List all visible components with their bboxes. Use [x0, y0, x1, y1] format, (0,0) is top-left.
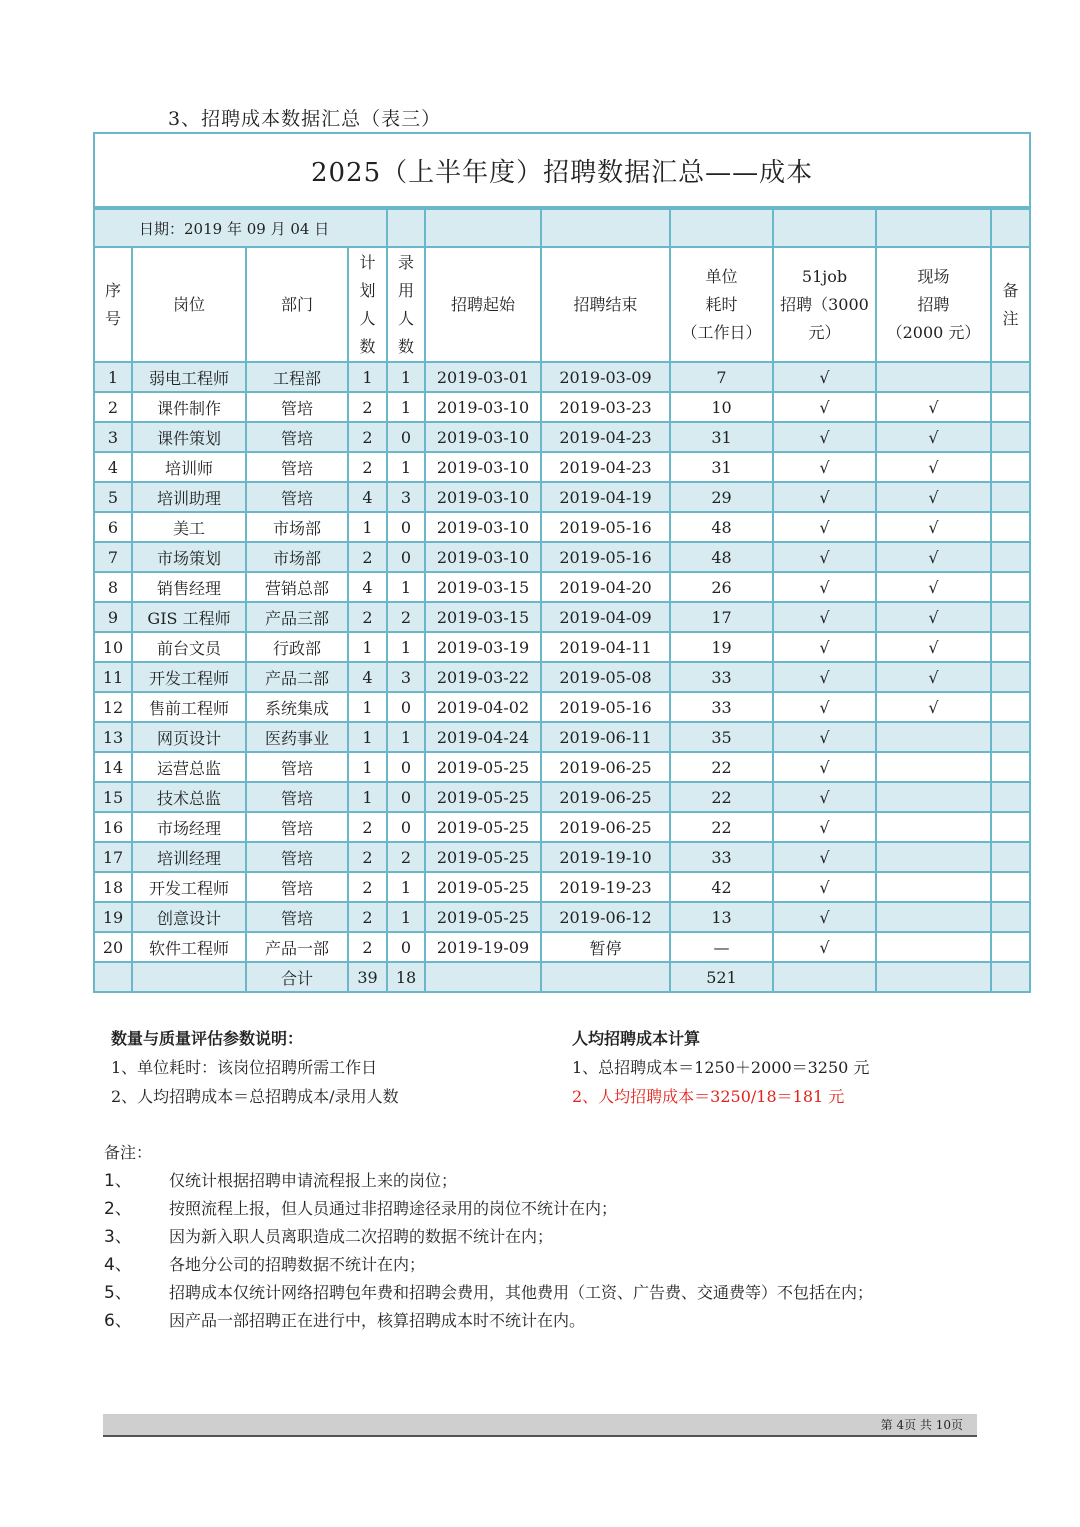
table-row — [94, 782, 1030, 812]
cell-onsite — [876, 722, 991, 752]
cell-start: 2019-03-10 — [425, 512, 541, 542]
cell-end: 2019-06-11 — [541, 722, 670, 752]
cell-end: 2019-05-16 — [541, 512, 670, 542]
cell-hired: 0 — [387, 692, 425, 722]
table-row — [94, 452, 1030, 482]
total-row — [94, 962, 1030, 992]
total-cost-line: 1、总招聘成本＝1250＋2000＝3250 元 — [572, 1058, 870, 1077]
cell-position: 美工 — [132, 512, 246, 542]
cell-remark — [991, 902, 1030, 932]
cell-dept: 管培 — [246, 902, 348, 932]
cell-plan: 2 — [348, 902, 387, 932]
table-row — [94, 932, 1030, 962]
cell-dept: 产品三部 — [246, 602, 348, 632]
cell-onsite: √ — [876, 632, 991, 662]
cell-no: 2 — [94, 392, 132, 422]
table-row — [94, 752, 1030, 782]
cell-plan: 2 — [348, 392, 387, 422]
cell-days: 35 — [670, 722, 773, 752]
cell-start: 2019-05-25 — [425, 902, 541, 932]
header-dept: 部门 — [246, 247, 348, 362]
total-days: 521 — [670, 962, 773, 992]
cell-days: 26 — [670, 572, 773, 602]
cell-days: 33 — [670, 692, 773, 722]
cell-51job: √ — [773, 842, 876, 872]
cell-dept: 营销总部 — [246, 572, 348, 602]
cell-remark — [991, 932, 1030, 962]
header-seq: 序 号 — [94, 247, 132, 362]
cell-hired: 1 — [387, 902, 425, 932]
cell-no: 12 — [94, 692, 132, 722]
cell-start: 2019-05-25 — [425, 842, 541, 872]
cell-remark — [991, 422, 1030, 452]
cell-onsite — [876, 842, 991, 872]
cell-no: 11 — [94, 662, 132, 692]
cell-hired: 2 — [387, 602, 425, 632]
cell-start: 2019-03-01 — [425, 362, 541, 392]
cell-end: 2019-06-25 — [541, 752, 670, 782]
cell-remark — [991, 842, 1030, 872]
cell-51job: √ — [773, 632, 876, 662]
cell-plan: 4 — [348, 662, 387, 692]
cell-51job: √ — [773, 422, 876, 452]
cell-position: 软件工程师 — [132, 932, 246, 962]
cell-no: 13 — [94, 722, 132, 752]
table-row — [94, 542, 1030, 572]
remark-item: 5、 招聘成本仅统计网络招聘包年费和招聘会费用，其他费用（工资、广告费、交通费等）不包括在内； — [104, 1283, 874, 1303]
cell-no: 3 — [94, 422, 132, 452]
cell-onsite: √ — [876, 692, 991, 722]
cell-hired: 0 — [387, 512, 425, 542]
cell-start: 2019-05-25 — [425, 752, 541, 782]
cell-dept: 市场部 — [246, 512, 348, 542]
cell-no: 6 — [94, 512, 132, 542]
cell-no: 20 — [94, 932, 132, 962]
table-row — [94, 842, 1030, 872]
cell-position: GIS 工程师 — [132, 602, 246, 632]
cell-no: 19 — [94, 902, 132, 932]
header-remark: 备 注 — [991, 247, 1030, 362]
table-row — [94, 812, 1030, 842]
cell-onsite: √ — [876, 602, 991, 632]
cell-end: 2019-04-23 — [541, 422, 670, 452]
cell-start: 2019-03-10 — [425, 482, 541, 512]
cell-hired: 2 — [387, 842, 425, 872]
cell-remark — [991, 452, 1030, 482]
cell-remark — [991, 722, 1030, 752]
cell-no: 4 — [94, 452, 132, 482]
header-hired: 录 用 人 数 — [387, 247, 425, 362]
cell-position: 培训师 — [132, 452, 246, 482]
table-row — [94, 902, 1030, 932]
cell-end: 2019-03-23 — [541, 392, 670, 422]
cost-calculation-title: 人均招聘成本计算 — [572, 1029, 701, 1048]
table-body — [94, 362, 1030, 962]
cell-position: 售前工程师 — [132, 692, 246, 722]
cell-onsite: √ — [876, 572, 991, 602]
cell-plan: 1 — [348, 692, 387, 722]
cell-51job: √ — [773, 512, 876, 542]
remarks-title: 备注： — [104, 1143, 153, 1162]
cell-no: 17 — [94, 842, 132, 872]
parameter-notes — [111, 1024, 399, 1111]
cell-plan: 2 — [348, 932, 387, 962]
cell-dept: 管培 — [246, 842, 348, 872]
cell-position: 运营总监 — [132, 752, 246, 782]
cell-remark — [991, 632, 1030, 662]
cell-hired: 0 — [387, 812, 425, 842]
cell-onsite: √ — [876, 392, 991, 422]
cell-start: 2019-04-24 — [425, 722, 541, 752]
cell-start: 2019-03-10 — [425, 452, 541, 482]
cell-51job: √ — [773, 662, 876, 692]
cell-51job: √ — [773, 482, 876, 512]
header-end: 招聘结束 — [541, 247, 670, 362]
cell-plan: 1 — [348, 362, 387, 392]
table-row — [94, 512, 1030, 542]
cell-position: 培训助理 — [132, 482, 246, 512]
cell-hired: 0 — [387, 422, 425, 452]
cell-days: 19 — [670, 632, 773, 662]
cell-51job: √ — [773, 752, 876, 782]
cell-start: 2019-05-25 — [425, 812, 541, 842]
cell-remark — [991, 782, 1030, 812]
cell-dept: 管培 — [246, 752, 348, 782]
cell-dept: 产品一部 — [246, 932, 348, 962]
cell-onsite — [876, 812, 991, 842]
remark-item: 1、 仅统计根据招聘申请流程报上来的岗位； — [104, 1171, 458, 1191]
cell-onsite: √ — [876, 422, 991, 452]
cell-position: 网页设计 — [132, 722, 246, 752]
cell-end: 2019-19-10 — [541, 842, 670, 872]
table-date: 日期：2019 年 09 月 04 日 — [94, 208, 387, 247]
cell-position: 培训经理 — [132, 842, 246, 872]
cell-plan: 2 — [348, 872, 387, 902]
cell-hired: 1 — [387, 872, 425, 902]
cell-days: 17 — [670, 602, 773, 632]
cell-end: 2019-05-08 — [541, 662, 670, 692]
cell-dept: 管培 — [246, 452, 348, 482]
cell-days: 29 — [670, 482, 773, 512]
cell-plan: 4 — [348, 572, 387, 602]
remarks-section — [104, 1138, 984, 1335]
cell-start: 2019-04-02 — [425, 692, 541, 722]
page-footer — [103, 1414, 977, 1437]
header-onsite: 现场 招聘 （2000 元） — [876, 247, 991, 362]
cell-days: 31 — [670, 422, 773, 452]
cell-51job: √ — [773, 392, 876, 422]
cell-51job: √ — [773, 782, 876, 812]
cell-position: 开发工程师 — [132, 662, 246, 692]
cell-position: 技术总监 — [132, 782, 246, 812]
cell-hired: 1 — [387, 722, 425, 752]
cell-dept: 管培 — [246, 422, 348, 452]
cell-remark — [991, 362, 1030, 392]
cell-start: 2019-03-15 — [425, 572, 541, 602]
cell-position: 市场策划 — [132, 542, 246, 572]
cell-51job: √ — [773, 602, 876, 632]
cell-plan: 2 — [348, 422, 387, 452]
cell-position: 课件策划 — [132, 422, 246, 452]
remark-item: 2、 按照流程上报，但人员通过非招聘途径录用的岗位不统计在内； — [104, 1199, 618, 1219]
table-row — [94, 632, 1030, 662]
cell-days: — — [670, 932, 773, 962]
cell-end: 2019-04-23 — [541, 452, 670, 482]
cell-hired: 1 — [387, 392, 425, 422]
table-header-row — [94, 247, 1030, 362]
cell-start: 2019-03-10 — [425, 542, 541, 572]
cell-hired: 0 — [387, 782, 425, 812]
cell-plan: 2 — [348, 602, 387, 632]
table-title: 2025（上半年度）招聘数据汇总——成本 — [94, 133, 1030, 208]
cell-no: 1 — [94, 362, 132, 392]
cell-end: 2019-05-16 — [541, 692, 670, 722]
cell-days: 48 — [670, 542, 773, 572]
cell-days: 42 — [670, 872, 773, 902]
cell-plan: 2 — [348, 542, 387, 572]
cell-position: 课件制作 — [132, 392, 246, 422]
cell-51job: √ — [773, 692, 876, 722]
cell-hired: 1 — [387, 362, 425, 392]
total-hired: 18 — [387, 962, 425, 992]
cell-51job: √ — [773, 572, 876, 602]
section-title: 3、招聘成本数据汇总（表三） — [168, 108, 442, 130]
cell-dept: 工程部 — [246, 362, 348, 392]
cell-dept: 系统集成 — [246, 692, 348, 722]
cell-days: 22 — [670, 782, 773, 812]
cell-plan: 2 — [348, 812, 387, 842]
table-row — [94, 662, 1030, 692]
cell-dept: 产品二部 — [246, 662, 348, 692]
recruitment-cost-table — [93, 132, 1031, 993]
header-51job: 51job 招聘（3000 元） — [773, 247, 876, 362]
parameter-notes-title: 数量与质量评估参数说明： — [111, 1029, 304, 1048]
cell-remark — [991, 392, 1030, 422]
cell-onsite: √ — [876, 662, 991, 692]
cell-dept: 管培 — [246, 812, 348, 842]
cell-plan: 4 — [348, 482, 387, 512]
cell-position: 前台文员 — [132, 632, 246, 662]
header-position: 岗位 — [132, 247, 246, 362]
cell-dept: 管培 — [246, 392, 348, 422]
cell-onsite: √ — [876, 452, 991, 482]
cell-51job: √ — [773, 452, 876, 482]
cell-hired: 1 — [387, 452, 425, 482]
table-row — [94, 572, 1030, 602]
cell-position: 弱电工程师 — [132, 362, 246, 392]
cell-onsite — [876, 782, 991, 812]
parameter-note-item: 1、单位耗时：该岗位招聘所需工作日 — [111, 1058, 378, 1077]
cell-position: 销售经理 — [132, 572, 246, 602]
cell-remark — [991, 872, 1030, 902]
cell-days: 48 — [670, 512, 773, 542]
cell-start: 2019-03-10 — [425, 422, 541, 452]
cell-dept: 管培 — [246, 872, 348, 902]
cell-dept: 医药事业 — [246, 722, 348, 752]
cell-51job: √ — [773, 812, 876, 842]
cell-days: 31 — [670, 452, 773, 482]
total-plan: 39 — [348, 962, 387, 992]
cell-end: 2019-03-09 — [541, 362, 670, 392]
cell-end: 2019-04-20 — [541, 572, 670, 602]
cell-remark — [991, 572, 1030, 602]
cell-end: 2019-05-16 — [541, 542, 670, 572]
header-start: 招聘起始 — [425, 247, 541, 362]
cell-onsite — [876, 752, 991, 782]
parameter-note-item: 2、人均招聘成本＝总招聘成本/录用人数 — [111, 1087, 399, 1106]
table-row — [94, 422, 1030, 452]
cell-position: 创意设计 — [132, 902, 246, 932]
cell-remark — [991, 812, 1030, 842]
cell-remark — [991, 512, 1030, 542]
cell-days: 7 — [670, 362, 773, 392]
cell-plan: 2 — [348, 842, 387, 872]
cell-onsite: √ — [876, 542, 991, 572]
cell-plan: 1 — [348, 752, 387, 782]
header-plan: 计 划 人 数 — [348, 247, 387, 362]
cell-hired: 1 — [387, 632, 425, 662]
cell-end: 2019-06-25 — [541, 782, 670, 812]
table-row — [94, 602, 1030, 632]
total-label: 合计 — [246, 962, 348, 992]
cell-start: 2019-19-09 — [425, 932, 541, 962]
cell-51job: √ — [773, 902, 876, 932]
cell-plan: 1 — [348, 722, 387, 752]
cell-days: 10 — [670, 392, 773, 422]
cell-51job: √ — [773, 722, 876, 752]
cell-days: 33 — [670, 662, 773, 692]
cell-remark — [991, 662, 1030, 692]
cell-no: 7 — [94, 542, 132, 572]
cell-no: 9 — [94, 602, 132, 632]
cell-start: 2019-03-10 — [425, 392, 541, 422]
cell-51job: √ — [773, 542, 876, 572]
cell-onsite — [876, 932, 991, 962]
cell-hired: 3 — [387, 482, 425, 512]
cell-end: 2019-06-12 — [541, 902, 670, 932]
page-number: 第 4页 共 10页 — [880, 1418, 963, 1432]
table-row — [94, 692, 1030, 722]
cell-onsite — [876, 902, 991, 932]
cell-hired: 1 — [387, 572, 425, 602]
cell-no: 8 — [94, 572, 132, 602]
cell-end: 2019-04-11 — [541, 632, 670, 662]
cell-no: 15 — [94, 782, 132, 812]
cell-start: 2019-05-25 — [425, 782, 541, 812]
cell-plan: 1 — [348, 632, 387, 662]
cell-51job: √ — [773, 872, 876, 902]
cell-51job: √ — [773, 362, 876, 392]
cell-end: 2019-04-09 — [541, 602, 670, 632]
cell-hired: 0 — [387, 542, 425, 572]
table-row — [94, 392, 1030, 422]
cell-hired: 3 — [387, 662, 425, 692]
cell-remark — [991, 542, 1030, 572]
cell-end: 2019-04-19 — [541, 482, 670, 512]
cell-onsite: √ — [876, 512, 991, 542]
cell-onsite — [876, 872, 991, 902]
cell-remark — [991, 692, 1030, 722]
cell-hired: 0 — [387, 932, 425, 962]
table-row — [94, 362, 1030, 392]
table-row — [94, 872, 1030, 902]
cell-days: 22 — [670, 752, 773, 782]
cell-remark — [991, 602, 1030, 632]
cell-remark — [991, 752, 1030, 782]
remark-item: 6、 因产品一部招聘正在进行中，核算招聘成本时不统计在内。 — [104, 1311, 586, 1331]
cell-position: 市场经理 — [132, 812, 246, 842]
cell-end: 暂停 — [541, 932, 670, 962]
cell-start: 2019-03-19 — [425, 632, 541, 662]
table-row — [94, 722, 1030, 752]
per-capita-cost-line: 2、人均招聘成本＝3250/18＝181 元 — [572, 1087, 845, 1106]
cell-plan: 1 — [348, 782, 387, 812]
cell-end: 2019-19-23 — [541, 872, 670, 902]
cell-hired: 0 — [387, 752, 425, 782]
remark-item: 4、 各地分公司的招聘数据不统计在内； — [104, 1255, 426, 1275]
cell-onsite — [876, 362, 991, 392]
cell-remark — [991, 482, 1030, 512]
cell-days: 33 — [670, 842, 773, 872]
cell-no: 18 — [94, 872, 132, 902]
cell-no: 5 — [94, 482, 132, 512]
cell-51job: √ — [773, 932, 876, 962]
cell-start: 2019-03-22 — [425, 662, 541, 692]
cell-position: 开发工程师 — [132, 872, 246, 902]
cell-no: 10 — [94, 632, 132, 662]
cost-calculation — [572, 1024, 869, 1111]
header-unit-time: 单位 耗时 （工作日） — [670, 247, 773, 362]
table-row — [94, 482, 1030, 512]
cell-no: 16 — [94, 812, 132, 842]
cell-days: 22 — [670, 812, 773, 842]
cell-no: 14 — [94, 752, 132, 782]
cell-start: 2019-05-25 — [425, 872, 541, 902]
cell-plan: 1 — [348, 512, 387, 542]
cell-end: 2019-06-25 — [541, 812, 670, 842]
cell-dept: 行政部 — [246, 632, 348, 662]
cell-dept: 管培 — [246, 482, 348, 512]
cell-plan: 2 — [348, 452, 387, 482]
cell-start: 2019-03-15 — [425, 602, 541, 632]
remark-item: 3、 因为新入职人员离职造成二次招聘的数据不统计在内； — [104, 1227, 554, 1247]
cell-dept: 管培 — [246, 782, 348, 812]
cell-onsite: √ — [876, 482, 991, 512]
cell-dept: 市场部 — [246, 542, 348, 572]
cell-days: 13 — [670, 902, 773, 932]
